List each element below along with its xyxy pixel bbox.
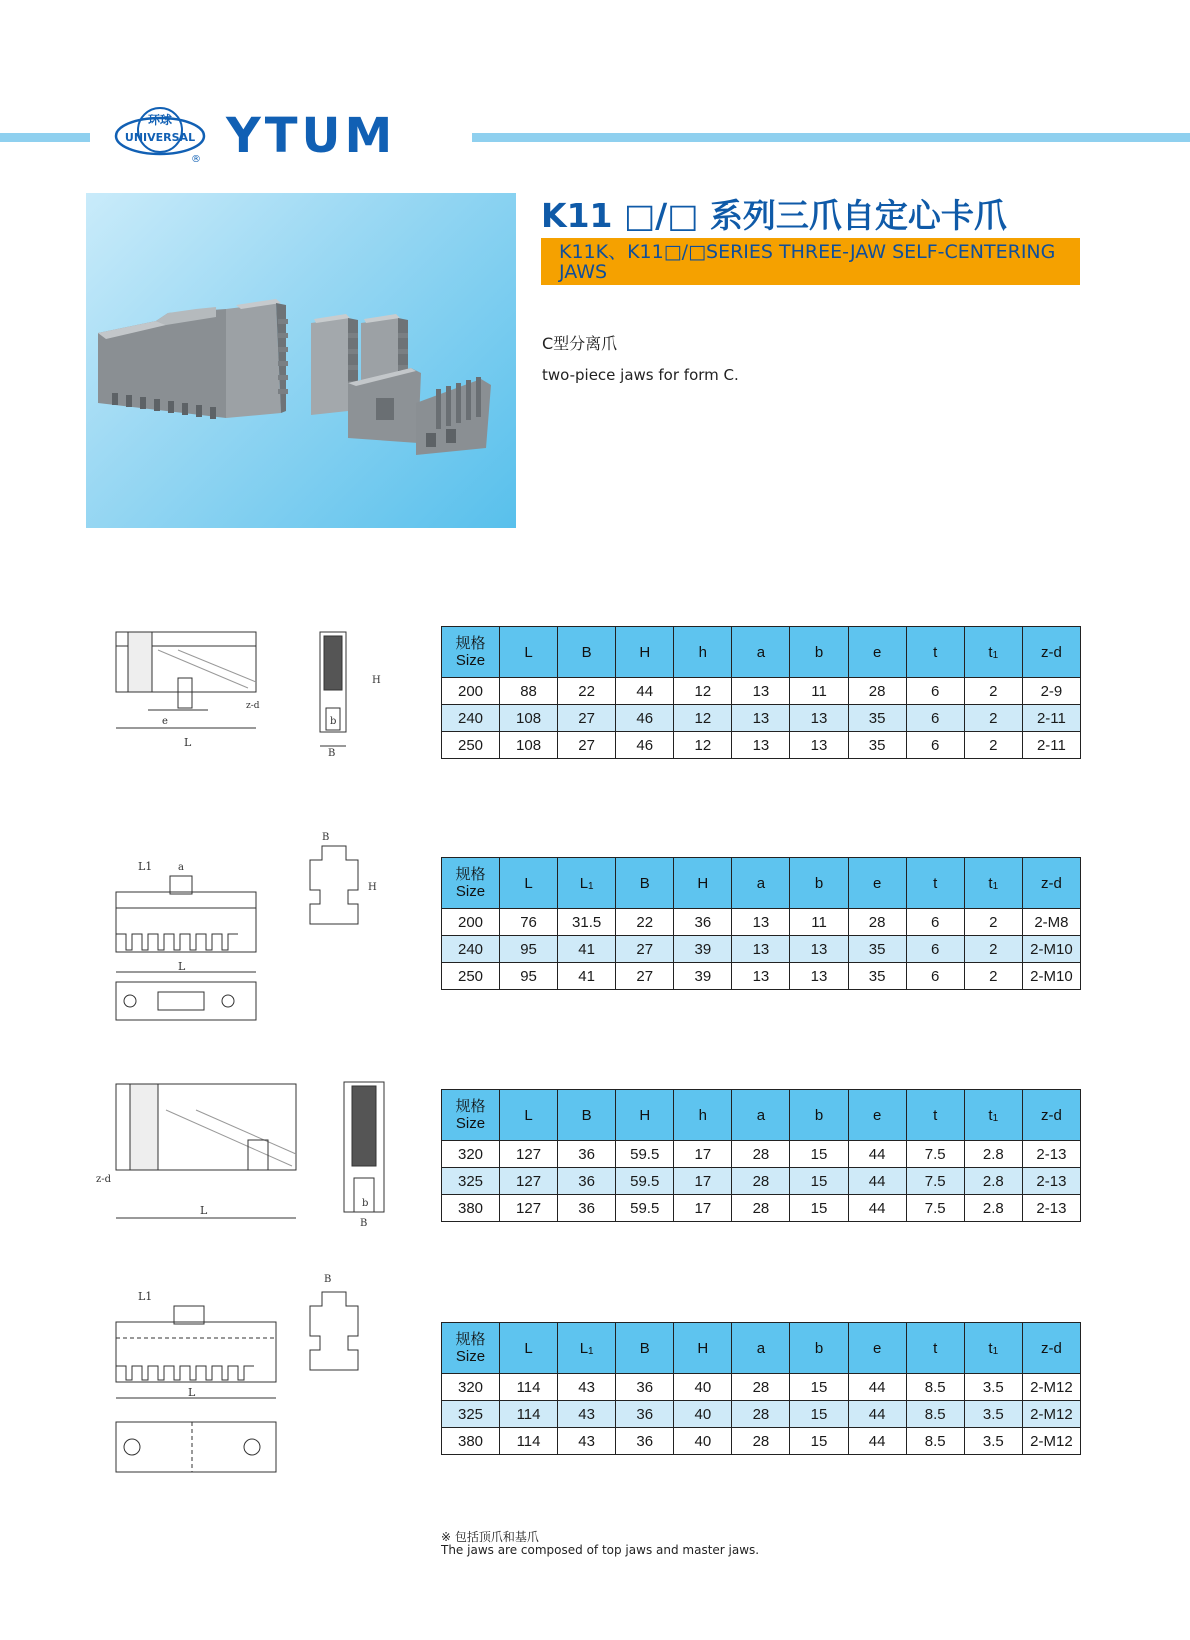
table-cell: 46 [616,705,674,732]
spec-table-2 [441,857,1081,990]
table-cell: 15 [790,1428,848,1455]
table-cell: 36 [558,1195,616,1222]
dim-label-L-2: L [178,960,186,973]
table-head-size: 规格 Size [442,1323,500,1374]
table-cell: 43 [558,1428,616,1455]
table-cell: 2-M12 [1022,1401,1080,1428]
table-head-size: 规格 Size [442,858,500,909]
drawing-3-end [340,1078,420,1228]
table-cell: 40 [674,1428,732,1455]
spec-table-4 [441,1322,1081,1455]
subtitle-cn: C型分离爪 [542,334,618,353]
logo-en-text: UNIVERSAL [124,131,196,144]
table-cell: 59.5 [616,1168,674,1195]
table-cell: 28 [732,1428,790,1455]
col-header: z-d [1022,858,1080,909]
table-cell: 22 [616,909,674,936]
table-cell: 13 [790,705,848,732]
table-row [442,678,1081,705]
table-cell: 2 [964,678,1022,705]
table-cell: 44 [848,1168,906,1195]
table-cell: 2-M10 [1022,936,1080,963]
table-cell: 2-13 [1022,1141,1080,1168]
table-cell: 13 [732,678,790,705]
table-row [442,1374,1081,1401]
dim-label-L-3: L [200,1204,208,1217]
dim-label-L-4: L [188,1386,196,1399]
table-cell: 2 [964,732,1022,759]
table-cell: 35 [848,732,906,759]
table-cell: 320 [442,1374,500,1401]
table-cell: 76 [500,909,558,936]
table-cell: 27 [558,732,616,759]
table-cell: 7.5 [906,1141,964,1168]
table-cell: 13 [732,963,790,990]
table-cell: 2-11 [1022,732,1080,759]
col-header: L [500,1323,558,1374]
table-cell: 28 [732,1374,790,1401]
col-header: B [558,627,616,678]
table-cell: 7.5 [906,1195,964,1222]
page-title-en [541,238,1080,285]
table-cell: 95 [500,963,558,990]
table-cell: 240 [442,705,500,732]
table-cell: 28 [848,678,906,705]
table-cell: 2 [964,963,1022,990]
table-cell: 13 [790,963,848,990]
table-cell: 22 [558,678,616,705]
col-header: a [732,858,790,909]
table-cell: 40 [674,1401,732,1428]
table-row [442,1428,1081,1455]
dim-label-B-2: B [322,832,330,843]
footer-note-en: The jaws are composed of top jaws and master jaws. [441,1543,760,1557]
col-header: $L_1$ [558,858,616,909]
table-row [442,936,1081,963]
header-line-right [472,133,1190,142]
table-cell: 2 [964,936,1022,963]
col-header: h [674,627,732,678]
drawing-3-side [96,1080,316,1230]
col-header: a [732,627,790,678]
footer-note-cn: ※ 包括顶爪和基爪 [441,1530,539,1544]
table-row [442,1195,1081,1222]
table-cell: 8.5 [906,1374,964,1401]
table-cell: 41 [558,936,616,963]
col-header: $t_1$ [964,1090,1022,1141]
table-cell: 28 [732,1168,790,1195]
dim-label-H-2: H [368,882,377,893]
col-header: e [848,627,906,678]
table-cell: 114 [500,1374,558,1401]
table-cell: 380 [442,1428,500,1455]
table-cell: 2 [964,909,1022,936]
table-cell: 44 [616,678,674,705]
title-en-line2: JAWS [559,261,608,283]
col-header: e [848,1323,906,1374]
drawing-1-end [310,628,390,758]
col-header: L [500,858,558,909]
dim-label-zd-3: z-d [96,1174,112,1185]
table-cell: 2.8 [964,1141,1022,1168]
col-header: z-d [1022,627,1080,678]
drawing-4-side [108,1290,288,1500]
table-cell: 127 [500,1195,558,1222]
table-cell: 44 [848,1401,906,1428]
table-row [442,732,1081,759]
spec-table-3 [441,1089,1081,1222]
table-cell: 6 [906,909,964,936]
table-cell: 2-9 [1022,678,1080,705]
dim-label-L: L [184,736,192,749]
subtitle-en: two-piece jaws for form C. [542,366,739,384]
logo-cn-text: 环球 [147,113,173,127]
dim-label-B-4: B [324,1274,332,1285]
table-cell: 28 [732,1401,790,1428]
table-cell: 6 [906,678,964,705]
table-cell: 8.5 [906,1401,964,1428]
col-header: a [732,1090,790,1141]
table-cell: 2-M8 [1022,909,1080,936]
table-cell: 6 [906,705,964,732]
table-cell: 380 [442,1195,500,1222]
table-cell: 108 [500,705,558,732]
table-cell: 2.8 [964,1195,1022,1222]
col-header: L [500,627,558,678]
table-cell: 46 [616,732,674,759]
table-cell: 240 [442,936,500,963]
table-cell: 325 [442,1401,500,1428]
table-cell: 250 [442,732,500,759]
col-header: B [558,1090,616,1141]
table-cell: 11 [790,909,848,936]
table-cell: 13 [732,705,790,732]
table-cell: 320 [442,1141,500,1168]
table-cell: 7.5 [906,1168,964,1195]
drawing-2-end [306,830,386,940]
col-header: b [790,858,848,909]
dim-label-e: e [162,716,168,727]
table-cell: 17 [674,1168,732,1195]
table-cell: 39 [674,936,732,963]
table-cell: 44 [848,1141,906,1168]
col-header: e [848,1090,906,1141]
table-cell: 127 [500,1168,558,1195]
table-cell: 108 [500,732,558,759]
table-cell: 2-M12 [1022,1428,1080,1455]
product-photo [86,193,516,528]
col-header: z-d [1022,1323,1080,1374]
col-header: z-d [1022,1090,1080,1141]
table-cell: 35 [848,936,906,963]
col-header: $t_1$ [964,627,1022,678]
table-cell: 114 [500,1401,558,1428]
col-header: B [616,858,674,909]
brand-wordmark: YTUM [226,108,397,164]
table-cell: 15 [790,1401,848,1428]
table-cell: 43 [558,1401,616,1428]
table-cell: 200 [442,909,500,936]
dim-label-b: b [330,716,337,727]
table-cell: 35 [848,705,906,732]
table-head-size: 规格 Size [442,1090,500,1141]
col-header: $t_1$ [964,1323,1022,1374]
drawing-1-side [108,628,268,758]
table-cell: 28 [732,1195,790,1222]
col-header: H [674,858,732,909]
table-row [442,1168,1081,1195]
table-cell: 59.5 [616,1141,674,1168]
table-cell: 6 [906,936,964,963]
col-header: t [906,858,964,909]
table-cell: 35 [848,963,906,990]
table-cell: 44 [848,1195,906,1222]
table-cell: 36 [558,1168,616,1195]
jaws-illustration [86,193,516,528]
table-cell: 2.8 [964,1168,1022,1195]
table-cell: 44 [848,1374,906,1401]
table-cell: 15 [790,1195,848,1222]
table-cell: 13 [732,909,790,936]
col-header: t [906,627,964,678]
table-cell: 15 [790,1141,848,1168]
title-en-line1: K11K、K11□/□SERIES THREE-JAW SELF-CENTERING [559,241,1056,263]
col-header: e [848,858,906,909]
table-cell: 13 [790,732,848,759]
table-cell: 36 [674,909,732,936]
col-header: $t_1$ [964,858,1022,909]
col-header: a [732,1323,790,1374]
page-title-cn: K11 □/□ 系列三爪自定心卡爪 [541,196,1007,235]
table-cell: 27 [616,936,674,963]
table-cell: 15 [790,1374,848,1401]
table-cell: 6 [906,963,964,990]
table-row [442,1141,1081,1168]
col-header: b [790,1090,848,1141]
table-cell: 2-13 [1022,1168,1080,1195]
col-header: b [790,1323,848,1374]
logo-reg-mark: ® [191,154,201,165]
drawing-4-end [306,1272,386,1382]
col-header: H [674,1323,732,1374]
col-header: b [790,627,848,678]
table-cell: 59.5 [616,1195,674,1222]
spec-table-1 [441,626,1081,759]
dim-label-L1: L1 [138,860,153,873]
dim-label-B-3: B [360,1218,368,1228]
table-cell: 44 [848,1428,906,1455]
table-cell: 36 [558,1141,616,1168]
table-cell: 36 [616,1374,674,1401]
table-cell: 250 [442,963,500,990]
table-cell: 27 [616,963,674,990]
col-header: $L_1$ [558,1323,616,1374]
universal-logo [112,104,208,168]
table-cell: 11 [790,678,848,705]
dim-label-H: H [372,675,381,686]
dim-label-a: a [178,862,184,873]
col-header: t [906,1090,964,1141]
table-cell: 95 [500,936,558,963]
table-row [442,909,1081,936]
dim-label-zd: z-d [246,701,260,711]
table-cell: 17 [674,1195,732,1222]
table-cell: 43 [558,1374,616,1401]
table-cell: 28 [848,909,906,936]
table-cell: 325 [442,1168,500,1195]
table-cell: 36 [616,1428,674,1455]
header-line-left [0,133,90,142]
table-cell: 31.5 [558,909,616,936]
col-header: B [616,1323,674,1374]
table-cell: 12 [674,732,732,759]
table-cell: 114 [500,1428,558,1455]
table-cell: 12 [674,705,732,732]
table-cell: 41 [558,963,616,990]
table-cell: 12 [674,678,732,705]
table-row [442,1401,1081,1428]
table-row [442,705,1081,732]
table-cell: 3.5 [964,1401,1022,1428]
table-cell: 39 [674,963,732,990]
dim-label-B: B [328,748,336,758]
table-cell: 17 [674,1141,732,1168]
table-cell: 3.5 [964,1428,1022,1455]
dim-label-b-3: b [362,1198,369,1209]
table-cell: 8.5 [906,1428,964,1455]
table-cell: 2-11 [1022,705,1080,732]
table-cell: 2-M12 [1022,1374,1080,1401]
table-cell: 127 [500,1141,558,1168]
table-cell: 13 [790,936,848,963]
table-cell: 2-13 [1022,1195,1080,1222]
col-header: H [616,1090,674,1141]
table-cell: 13 [732,936,790,963]
col-header: L [500,1090,558,1141]
table-cell: 200 [442,678,500,705]
table-cell: 13 [732,732,790,759]
table-cell: 15 [790,1168,848,1195]
table-cell: 28 [732,1141,790,1168]
col-header: t [906,1323,964,1374]
col-header: H [616,627,674,678]
table-cell: 3.5 [964,1374,1022,1401]
table-cell: 2 [964,705,1022,732]
dim-label-L1-4: L1 [138,1290,153,1303]
table-cell: 88 [500,678,558,705]
table-head-size: 规格 Size [442,627,500,678]
table-cell: 27 [558,705,616,732]
table-row [442,963,1081,990]
table-cell: 36 [616,1401,674,1428]
drawing-2-side [108,852,268,1032]
table-cell: 2-M10 [1022,963,1080,990]
table-cell: 6 [906,732,964,759]
table-cell: 40 [674,1374,732,1401]
col-header: h [674,1090,732,1141]
